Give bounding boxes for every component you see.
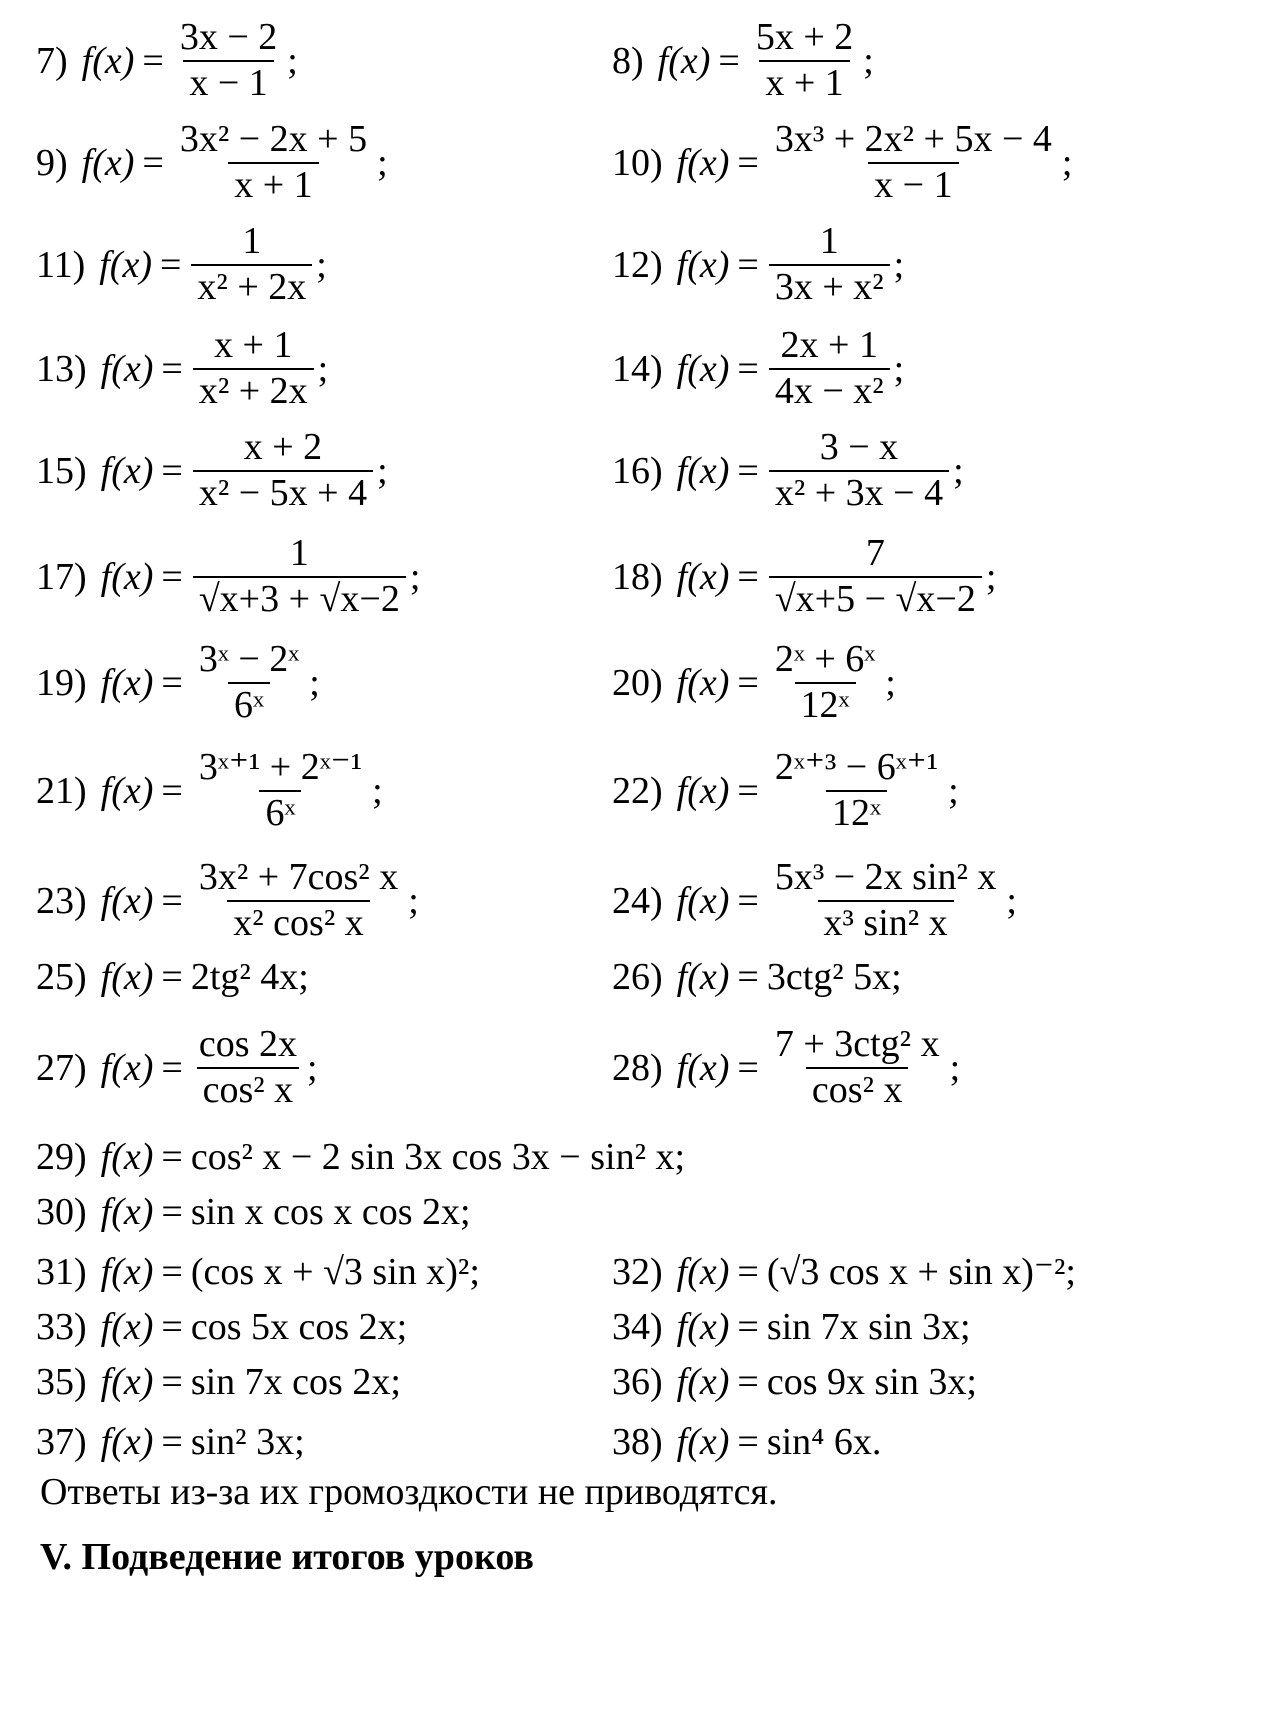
exercise-18 bbox=[612, 534, 996, 620]
exercise-number: 14) bbox=[612, 347, 663, 390]
fraction bbox=[769, 858, 1003, 944]
function-name: f(x) bbox=[676, 769, 730, 812]
exercise-27 bbox=[36, 1025, 318, 1111]
numerator: 3x − 2 bbox=[179, 16, 278, 58]
equals-sign: = bbox=[161, 555, 183, 598]
expression: cos 5x cos 2x; bbox=[190, 1306, 408, 1348]
terminator: ; bbox=[287, 39, 298, 82]
exercise-19 bbox=[36, 640, 320, 726]
equals-sign: = bbox=[161, 769, 183, 812]
exercise-number: 17) bbox=[36, 555, 87, 598]
exercise-number: 13) bbox=[36, 347, 87, 390]
numerator: 5x³ − 2x sin² x bbox=[774, 856, 997, 898]
numerator: 1 bbox=[242, 220, 262, 262]
denominator: 4x − x² bbox=[769, 368, 890, 412]
expression: cos 9x sin 3x; bbox=[766, 1361, 977, 1403]
equals-sign: = bbox=[718, 39, 740, 82]
function-name: f(x) bbox=[81, 141, 135, 184]
expression: sin² 3x; bbox=[190, 1421, 305, 1463]
terminator: ; bbox=[949, 1046, 961, 1089]
exercise-35 bbox=[36, 1360, 401, 1404]
exercise-number: 36) bbox=[612, 1361, 663, 1403]
expression: (√3 cos x + sin x)⁻²; bbox=[766, 1251, 1076, 1293]
expression: sin x cos x cos 2x; bbox=[190, 1191, 471, 1233]
function-name: f(x) bbox=[100, 1361, 154, 1403]
denominator: x² cos² x bbox=[227, 900, 369, 944]
equals-sign: = bbox=[161, 661, 183, 704]
exercise-number: 7) bbox=[36, 39, 68, 82]
exercise-36 bbox=[612, 1360, 977, 1404]
fraction bbox=[193, 534, 406, 620]
exercise-number: 21) bbox=[36, 769, 87, 812]
exercise-number: 18) bbox=[612, 555, 663, 598]
exercise-number: 38) bbox=[612, 1421, 663, 1463]
denominator: x − 1 bbox=[183, 60, 273, 104]
exercise-number: 32) bbox=[612, 1251, 663, 1293]
expression: 3ctg² 5x; bbox=[766, 956, 902, 998]
expression: (cos x + √3 sin x)²; bbox=[190, 1251, 480, 1293]
exercise-16 bbox=[612, 428, 964, 514]
denominator: x − 1 bbox=[868, 162, 958, 206]
function-name: f(x) bbox=[676, 956, 730, 998]
exercise-number: 29) bbox=[36, 1136, 87, 1178]
terminator: ; bbox=[317, 347, 329, 390]
denominator: x³ sin² x bbox=[818, 900, 954, 944]
expression: sin⁴ 6x. bbox=[766, 1421, 882, 1463]
exercise-number: 10) bbox=[612, 141, 663, 184]
numerator: 2ˣ⁺³ − 6ˣ⁺¹ bbox=[774, 746, 939, 788]
equals-sign: = bbox=[737, 555, 759, 598]
denominator: 12ˣ bbox=[795, 682, 856, 726]
exercise-11 bbox=[36, 222, 327, 308]
exercise-number: 25) bbox=[36, 956, 87, 998]
answers-note: Ответы из-за их громоздкости не приводятся. bbox=[40, 1471, 778, 1513]
equals-sign: = bbox=[737, 243, 759, 286]
function-name: f(x) bbox=[100, 449, 154, 492]
denominator: x² + 2x bbox=[193, 368, 314, 412]
numerator: 7 + 3ctg² x bbox=[774, 1023, 940, 1065]
numerator: 7 bbox=[865, 532, 885, 574]
exercise-30 bbox=[36, 1190, 471, 1234]
fraction bbox=[769, 120, 1058, 206]
fraction bbox=[193, 858, 404, 944]
equals-sign: = bbox=[161, 956, 183, 998]
function-name: f(x) bbox=[676, 555, 730, 598]
exercise-number: 9) bbox=[36, 141, 68, 184]
exercise-15 bbox=[36, 428, 388, 514]
numerator: 2x + 1 bbox=[780, 324, 878, 366]
fraction bbox=[193, 428, 373, 514]
exercise-33 bbox=[36, 1305, 407, 1349]
terminator: ; bbox=[1061, 141, 1073, 184]
exercise-9 bbox=[36, 120, 388, 206]
function-name: f(x) bbox=[676, 1251, 730, 1293]
equals-sign: = bbox=[161, 449, 183, 492]
numerator: cos 2x bbox=[198, 1023, 297, 1065]
denominator: x² + 3x − 4 bbox=[769, 470, 949, 514]
numerator: 3ˣ⁺¹ + 2ˣ⁻¹ bbox=[198, 746, 363, 788]
equals-sign: = bbox=[161, 1136, 183, 1178]
denominator: x + 1 bbox=[759, 60, 849, 104]
numerator: 1 bbox=[289, 532, 309, 574]
exercise-number: 19) bbox=[36, 661, 87, 704]
function-name: f(x) bbox=[100, 661, 154, 704]
exercise-23 bbox=[36, 858, 419, 944]
function-name: f(x) bbox=[676, 1361, 730, 1403]
function-name: f(x) bbox=[676, 1306, 730, 1348]
fraction bbox=[769, 534, 982, 620]
equals-sign: = bbox=[737, 1046, 759, 1089]
function-name: f(x) bbox=[676, 1046, 730, 1089]
exercise-number: 33) bbox=[36, 1306, 87, 1348]
function-name: f(x) bbox=[100, 1046, 154, 1089]
numerator: 5x + 2 bbox=[755, 16, 854, 58]
exercise-22 bbox=[612, 748, 959, 834]
function-name: f(x) bbox=[676, 449, 730, 492]
expression: 2tg² 4x; bbox=[190, 956, 309, 998]
denominator: 6ˣ bbox=[228, 682, 270, 726]
equals-sign: = bbox=[737, 769, 759, 812]
numerator: 3 − x bbox=[819, 426, 899, 468]
numerator: x + 2 bbox=[243, 426, 323, 468]
fraction bbox=[769, 1025, 946, 1111]
fraction bbox=[769, 748, 944, 834]
terminator: ; bbox=[893, 347, 905, 390]
exercise-12 bbox=[612, 222, 904, 308]
function-name: f(x) bbox=[676, 661, 730, 704]
exercise-32 bbox=[612, 1250, 1076, 1294]
equals-sign: = bbox=[161, 1306, 183, 1348]
expression: sin 7x sin 3x; bbox=[766, 1306, 971, 1348]
equals-sign: = bbox=[737, 1251, 759, 1293]
exercise-number: 24) bbox=[612, 879, 663, 922]
numerator: 1 bbox=[819, 220, 839, 262]
denominator: √x+3 + √x−2 bbox=[193, 576, 406, 620]
equals-sign: = bbox=[737, 347, 759, 390]
exercise-number: 26) bbox=[612, 956, 663, 998]
function-name: f(x) bbox=[676, 243, 730, 286]
exercise-20 bbox=[612, 640, 896, 726]
fraction bbox=[193, 640, 305, 726]
function-name: f(x) bbox=[676, 879, 730, 922]
exercise-14 bbox=[612, 326, 904, 412]
terminator: ; bbox=[885, 661, 896, 704]
equals-sign: = bbox=[737, 449, 759, 492]
equals-sign: = bbox=[737, 1306, 759, 1348]
exercise-21 bbox=[36, 748, 383, 834]
equals-sign: = bbox=[142, 141, 164, 184]
function-name: f(x) bbox=[100, 1191, 154, 1233]
equals-sign: = bbox=[737, 956, 759, 998]
terminator: ; bbox=[309, 661, 320, 704]
numerator: 3x² + 7cos² x bbox=[198, 856, 399, 898]
exercise-34 bbox=[612, 1305, 971, 1349]
exercise-24 bbox=[612, 858, 1017, 944]
exercise-13 bbox=[36, 326, 328, 412]
function-name: f(x) bbox=[100, 1136, 154, 1178]
function-name: f(x) bbox=[657, 39, 711, 82]
exercise-number: 37) bbox=[36, 1421, 87, 1463]
exercise-number: 15) bbox=[36, 449, 87, 492]
equals-sign: = bbox=[161, 1046, 183, 1089]
equals-sign: = bbox=[737, 141, 759, 184]
equals-sign: = bbox=[737, 879, 759, 922]
fraction bbox=[193, 326, 314, 412]
equals-sign: = bbox=[161, 1421, 183, 1463]
denominator: x² + 2x bbox=[191, 264, 312, 308]
exercise-28 bbox=[612, 1025, 960, 1111]
fraction bbox=[769, 640, 881, 726]
function-name: f(x) bbox=[99, 243, 152, 286]
equals-sign: = bbox=[161, 347, 183, 390]
terminator: ; bbox=[377, 141, 388, 184]
exercise-7 bbox=[36, 18, 298, 104]
section-title: V. Подведение итогов уроков bbox=[40, 1536, 534, 1578]
exercise-number: 16) bbox=[612, 449, 663, 492]
function-name: f(x) bbox=[100, 1421, 154, 1463]
function-name: f(x) bbox=[676, 141, 730, 184]
denominator: cos² x bbox=[806, 1067, 909, 1111]
fraction bbox=[193, 1025, 303, 1111]
exercise-8 bbox=[612, 18, 874, 104]
exercise-number: 31) bbox=[36, 1251, 87, 1293]
terminator: ; bbox=[408, 879, 419, 922]
exercise-10 bbox=[612, 120, 1072, 206]
denominator: x² − 5x + 4 bbox=[193, 470, 373, 514]
exercise-number: 35) bbox=[36, 1361, 87, 1403]
equals-sign: = bbox=[142, 39, 164, 82]
fraction bbox=[750, 18, 859, 104]
equals-sign: = bbox=[161, 879, 183, 922]
function-name: f(x) bbox=[676, 1421, 730, 1463]
equals-sign: = bbox=[737, 1421, 759, 1463]
terminator: ; bbox=[306, 1046, 318, 1089]
denominator: 12ˣ bbox=[826, 790, 887, 834]
exercise-number: 34) bbox=[612, 1306, 663, 1348]
equals-sign: = bbox=[161, 1191, 183, 1233]
fraction bbox=[191, 222, 312, 308]
numerator: 3ˣ − 2ˣ bbox=[198, 638, 300, 680]
numerator: 3x² − 2x + 5 bbox=[179, 118, 368, 160]
equals-sign: = bbox=[159, 243, 182, 286]
exercise-37 bbox=[36, 1420, 305, 1464]
function-name: f(x) bbox=[100, 879, 154, 922]
denominator: √x+5 − √x−2 bbox=[769, 576, 982, 620]
terminator: ; bbox=[953, 449, 964, 492]
function-name: f(x) bbox=[100, 555, 154, 598]
denominator: x + 1 bbox=[228, 162, 318, 206]
equals-sign: = bbox=[161, 1361, 183, 1403]
terminator: ; bbox=[377, 449, 388, 492]
equals-sign: = bbox=[737, 1361, 759, 1403]
function-name: f(x) bbox=[100, 1306, 154, 1348]
fraction bbox=[193, 748, 368, 834]
equals-sign: = bbox=[161, 1251, 183, 1293]
terminator: ; bbox=[409, 555, 421, 598]
fraction bbox=[174, 18, 283, 104]
terminator: ; bbox=[316, 243, 327, 286]
fraction bbox=[174, 120, 373, 206]
terminator: ; bbox=[372, 769, 383, 812]
denominator: cos² x bbox=[197, 1067, 300, 1111]
exercise-number: 11) bbox=[36, 243, 86, 286]
function-name: f(x) bbox=[676, 347, 730, 390]
exercise-number: 22) bbox=[612, 769, 663, 812]
function-name: f(x) bbox=[100, 347, 154, 390]
terminator: ; bbox=[985, 555, 997, 598]
function-name: f(x) bbox=[100, 956, 154, 998]
exercise-number: 8) bbox=[612, 39, 644, 82]
function-name: f(x) bbox=[81, 39, 135, 82]
exercise-25 bbox=[36, 955, 309, 999]
expression: cos² x − 2 sin 3x cos 3x − sin² x; bbox=[190, 1136, 686, 1178]
exercise-number: 20) bbox=[612, 661, 663, 704]
expression: sin 7x cos 2x; bbox=[190, 1361, 401, 1403]
terminator: ; bbox=[1006, 879, 1017, 922]
exercise-17 bbox=[36, 534, 420, 620]
denominator: 3x + x² bbox=[769, 264, 890, 308]
exercise-number: 28) bbox=[612, 1046, 663, 1089]
terminator: ; bbox=[948, 769, 959, 812]
terminator: ; bbox=[863, 39, 874, 82]
numerator: x + 1 bbox=[214, 324, 293, 366]
exercise-number: 30) bbox=[36, 1191, 87, 1233]
fraction bbox=[769, 428, 949, 514]
exercise-number: 23) bbox=[36, 879, 87, 922]
numerator: 3x³ + 2x² + 5x − 4 bbox=[774, 118, 1052, 160]
exercise-number: 12) bbox=[612, 243, 663, 286]
exercise-31 bbox=[36, 1250, 480, 1294]
fraction bbox=[769, 222, 890, 308]
terminator: ; bbox=[893, 243, 905, 286]
equals-sign: = bbox=[737, 661, 759, 704]
function-name: f(x) bbox=[100, 1251, 154, 1293]
numerator: 2ˣ + 6ˣ bbox=[774, 638, 876, 680]
fraction bbox=[769, 326, 890, 412]
denominator: 6ˣ bbox=[259, 790, 301, 834]
exercise-38 bbox=[612, 1420, 881, 1464]
exercise-number: 27) bbox=[36, 1046, 87, 1089]
function-name: f(x) bbox=[100, 769, 154, 812]
exercise-29 bbox=[36, 1135, 685, 1179]
exercise-26 bbox=[612, 955, 902, 999]
